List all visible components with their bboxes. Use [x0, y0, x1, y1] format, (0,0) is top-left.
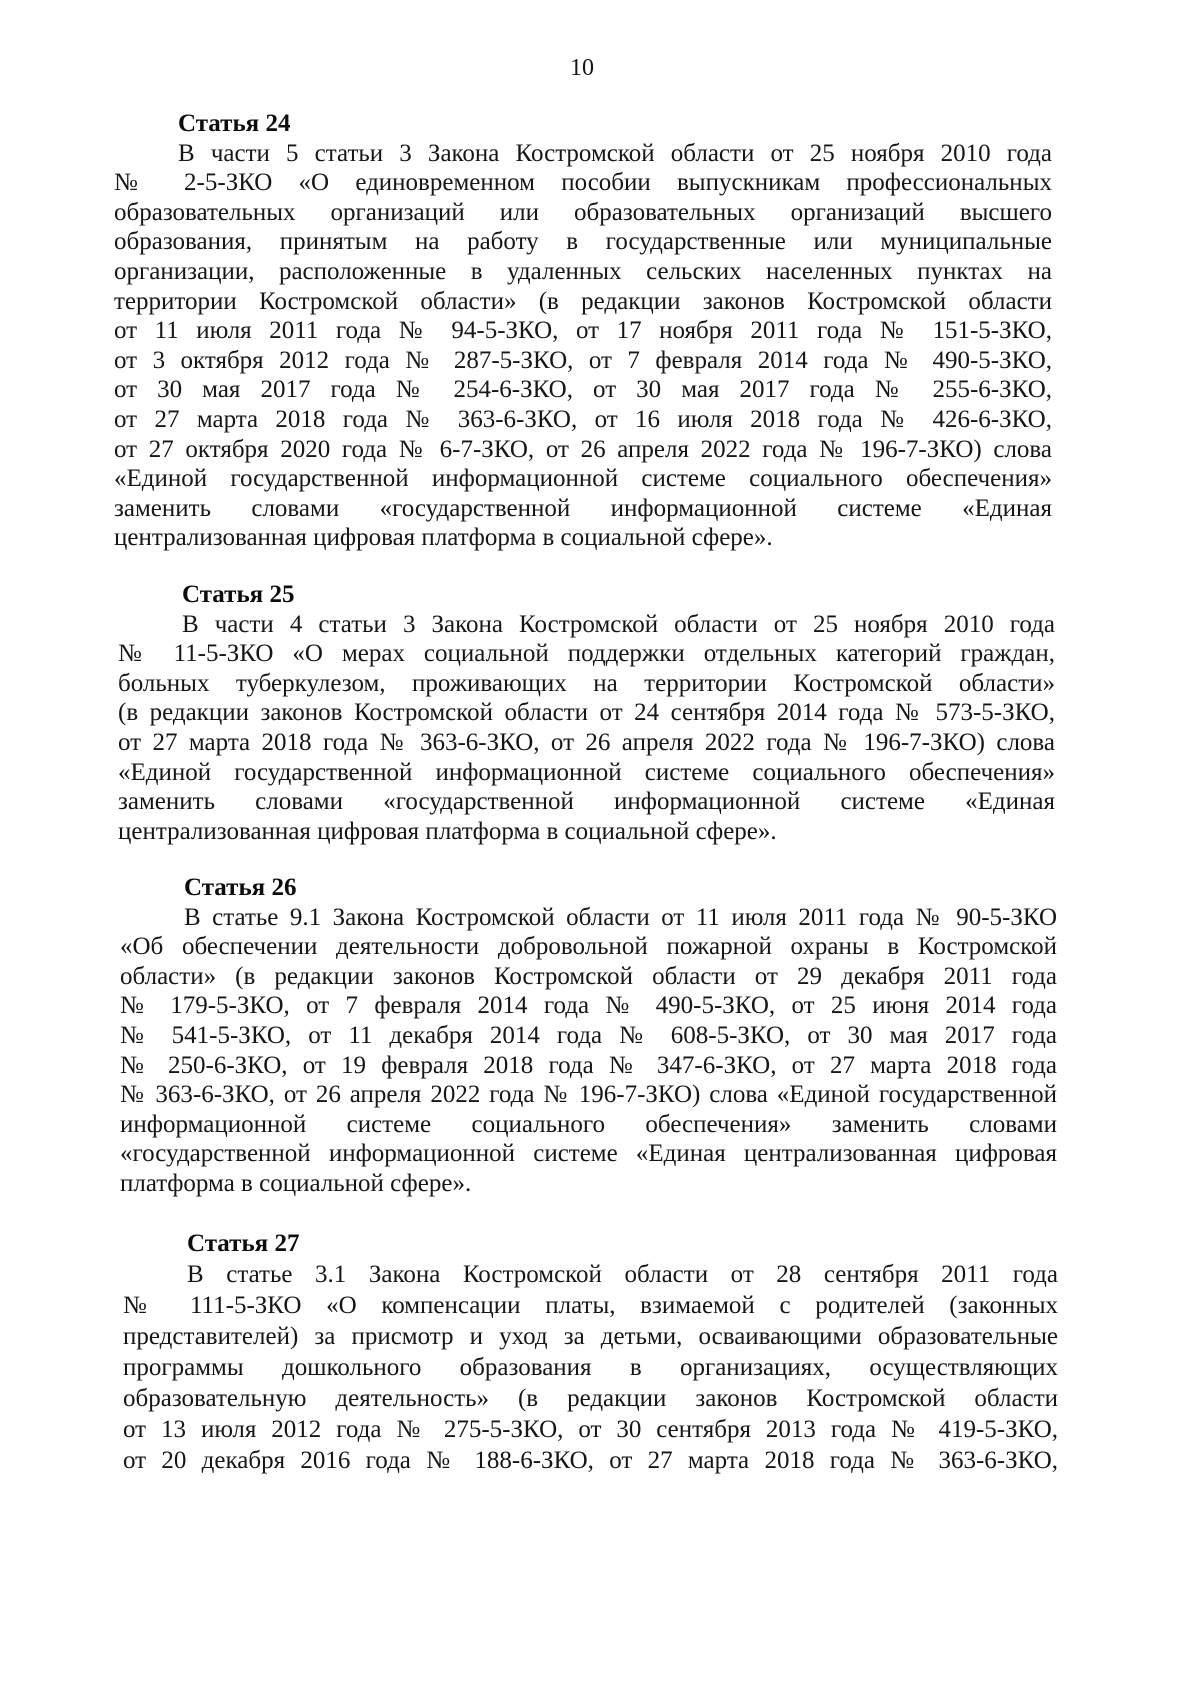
paragraph-line: В статье 3.1 Закона Костромской области от 28 сентября 2011 года: [187, 1261, 1058, 1288]
article-heading: Статья 24: [178, 110, 291, 137]
paragraph-line: В части 4 статьи 3 Закона Костромской области от 25 ноября 2010 года: [182, 610, 1055, 638]
paragraph-line: централизованная цифровая платформа в социальной сфере».: [118, 817, 777, 845]
paragraph-line: больных туберкулезом, проживающих на территории Костромской области»: [118, 669, 1055, 697]
paragraph-line: представителей) за присмотр и уход за детьми, осваивающими образовательные: [123, 1323, 1058, 1350]
paragraph-line: «Единой государственной информационной системе социального обеспечения»: [118, 758, 1055, 786]
paragraph-line: № 11-5-ЗКО «О мерах социальной поддержки отдельных категорий граждан,: [118, 640, 1055, 668]
page-number: 10: [570, 55, 594, 81]
article-27: [123, 1228, 1058, 1476]
paragraph-line: от 20 декабря 2016 года № 188-6-ЗКО, от 27 марта 2018 года № 363-6-ЗКО,: [123, 1447, 1058, 1474]
article-heading: Статья 26: [184, 874, 297, 901]
paragraph-line: № 111-5-ЗКО «О компенсации платы, взимаемой с родителей (законных: [123, 1292, 1058, 1319]
paragraph-line: программы дошкольного образования в организациях, осуществляющих: [123, 1354, 1058, 1381]
article-25: [118, 580, 1055, 846]
paragraph-line: «государственной информационной системе «Единая централизованная цифровая: [120, 1140, 1057, 1168]
paragraph-line: образования, принятым на работу в государственные или муниципальные: [114, 228, 1052, 256]
paragraph-line: (в редакции законов Костромской области от 24 сентября 2014 года № 573-5-ЗКО,: [118, 699, 1055, 727]
paragraph-line: от 30 мая 2017 года № 254-6-ЗКО, от 30 мая 2017 года № 255-6-ЗКО,: [114, 376, 1052, 404]
paragraph-line: В статье 9.1 Закона Костромской области от 11 июля 2011 года № 90-5-ЗКО: [184, 903, 1057, 931]
paragraph-line: «Единой государственной информационной системе социального обеспечения»: [114, 465, 1052, 493]
article-heading: Статья 27: [187, 1230, 300, 1257]
paragraph-line: № 179-5-ЗКО, от 7 февраля 2014 года № 490-5-ЗКО, от 25 июня 2014 года: [120, 992, 1057, 1020]
article-26: [120, 873, 1057, 1199]
paragraph-line: заменить словами «государственной информационной системе «Единая: [118, 788, 1055, 816]
paragraph-line: от 13 июля 2012 года № 275-5-ЗКО, от 30 сентября 2013 года № 419-5-ЗКО,: [123, 1416, 1058, 1443]
paragraph-line: «Об обеспечении деятельности добровольной пожарной охраны в Костромской: [120, 933, 1057, 961]
paragraph-line: платформа в социальной сфере».: [120, 1169, 472, 1197]
paragraph-line: № 2-5-ЗКО «О единовременном пособии выпускникам профессиональных: [114, 169, 1052, 197]
paragraph-line: В части 5 статьи 3 Закона Костромской области от 25 ноября 2010 года: [178, 139, 1052, 167]
paragraph-line: от 27 марта 2018 года № 363-6-ЗКО, от 26 апреля 2022 года № 196-7-ЗКО) слова: [118, 728, 1055, 756]
paragraph-line: № 363-6-ЗКО, от 26 апреля 2022 года № 196-7-ЗКО) слова «Единой государственной: [120, 1081, 1057, 1109]
paragraph-line: от 3 октября 2012 года № 287-5-ЗКО, от 7 февраля 2014 года № 490-5-ЗКО,: [114, 346, 1052, 374]
paragraph-line: организации, расположенные в удаленных сельских населенных пунктах на: [114, 257, 1052, 285]
paragraph-line: заменить словами «государственной информационной системе «Единая: [114, 494, 1052, 522]
paragraph-line: от 11 июля 2011 года № 94-5-ЗКО, от 17 ноября 2011 года № 151-5-ЗКО,: [114, 317, 1052, 345]
article-24: [114, 109, 1052, 553]
paragraph-line: от 27 октября 2020 года № 6-7-ЗКО, от 26 апреля 2022 года № 196-7-ЗКО) слова: [114, 435, 1052, 463]
paragraph-line: № 250-6-ЗКО, от 19 февраля 2018 года № 347-6-ЗКО, от 27 марта 2018 года: [120, 1051, 1057, 1079]
article-heading: Статья 25: [182, 581, 295, 608]
paragraph-line: области» (в редакции законов Костромской области от 29 декабря 2011 года: [120, 962, 1057, 990]
paragraph-line: централизованная цифровая платформа в социальной сфере».: [114, 524, 773, 552]
paragraph-line: образовательную деятельность» (в редакции законов Костромской области: [123, 1385, 1058, 1412]
paragraph-line: территории Костромской области» (в редакции законов Костромской области: [114, 287, 1052, 315]
paragraph-line: информационной системе социального обеспечения» заменить словами: [120, 1110, 1057, 1138]
paragraph-line: образовательных организаций или образовательных организаций высшего: [114, 198, 1052, 226]
paragraph-line: от 27 марта 2018 года № 363-6-ЗКО, от 16 июля 2018 года № 426-6-ЗКО,: [114, 405, 1052, 433]
paragraph-line: № 541-5-ЗКО, от 11 декабря 2014 года № 608-5-ЗКО, от 30 мая 2017 года: [120, 1021, 1057, 1049]
